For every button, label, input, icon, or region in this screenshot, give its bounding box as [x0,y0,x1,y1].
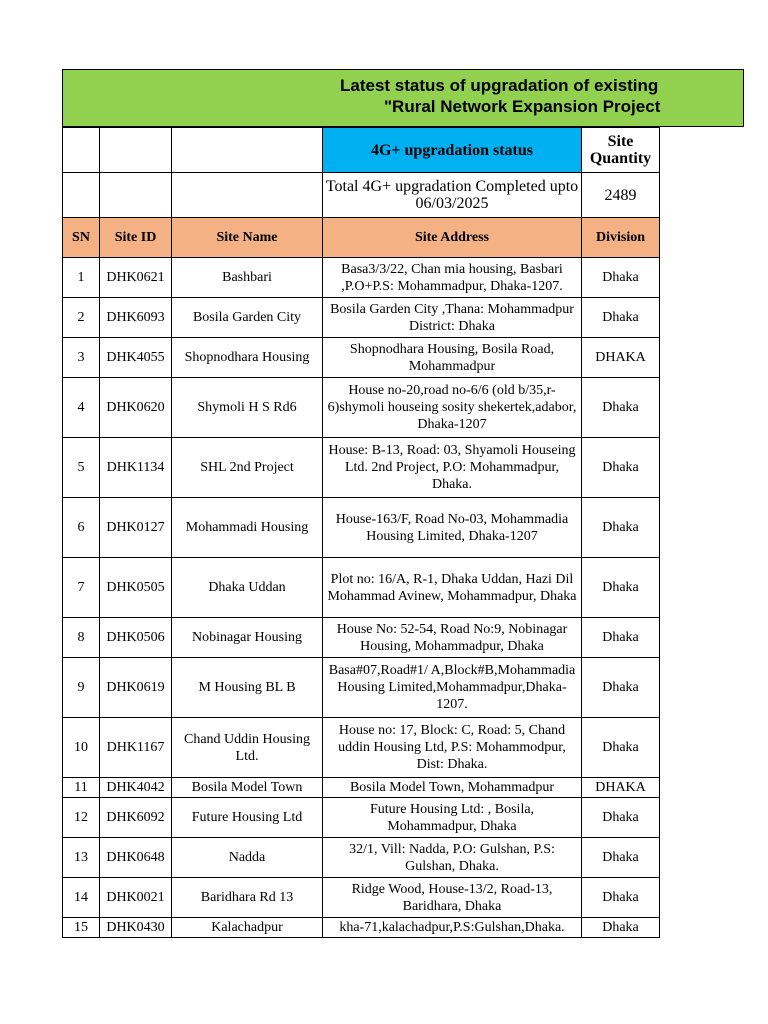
title-line-2: "Rural Network Expansion Project [384,97,661,116]
cell-division[interactable]: Dhaka [582,878,660,918]
cell-site-address[interactable]: 32/1, Vill: Nadda, P.O: Gulshan, P.S: Gulshan, Dhaka. [323,838,582,878]
cell-sn[interactable]: 11 [63,778,100,798]
cell-sn[interactable]: 7 [63,558,100,618]
cell-site-id[interactable]: DHK0127 [100,498,172,558]
cell-division[interactable]: Dhaka [582,258,660,298]
cell-site-name[interactable]: Chand Uddin Housing Ltd. [172,718,323,778]
column-header-site-address[interactable]: Site Address [323,218,582,258]
table-body [63,128,660,938]
cell-site-id[interactable]: DHK0505 [100,558,172,618]
table-row [63,298,660,338]
empty-cell[interactable] [63,173,100,218]
cell-site-name[interactable]: Nobinagar Housing [172,618,323,658]
cell-division[interactable]: Dhaka [582,558,660,618]
cell-division[interactable]: Dhaka [582,618,660,658]
cell-site-address[interactable]: House: B-13, Road: 03, Shyamoli Houseing Ltd. 2nd Project, P.O: Mohammadpur, Dhaka. [323,438,582,498]
cell-sn[interactable]: 4 [63,378,100,438]
table-row [63,438,660,498]
table-row [63,838,660,878]
cell-division[interactable]: Dhaka [582,718,660,778]
cell-division[interactable]: Dhaka [582,838,660,878]
title-line-1: Latest status of upgradation of existing [340,76,659,95]
status-header-row [63,128,660,173]
cell-site-id[interactable]: DHK1167 [100,718,172,778]
cell-site-id[interactable]: DHK4042 [100,778,172,798]
cell-division[interactable]: DHAKA [582,778,660,798]
upgradation-status-header[interactable]: 4G+ upgradation status [323,128,582,173]
cell-site-id[interactable]: DHK0621 [100,258,172,298]
cell-site-name[interactable]: Dhaka Uddan [172,558,323,618]
cell-division[interactable]: DHAKA [582,338,660,378]
summary-row [63,173,660,218]
cell-sn[interactable]: 5 [63,438,100,498]
cell-site-id[interactable]: DHK4055 [100,338,172,378]
title-banner [62,69,744,127]
cell-sn[interactable]: 10 [63,718,100,778]
cell-site-id[interactable]: DHK6092 [100,798,172,838]
table-row [63,798,660,838]
cell-site-name[interactable]: Mohammadi Housing [172,498,323,558]
cell-sn[interactable]: 3 [63,338,100,378]
cell-division[interactable]: Dhaka [582,798,660,838]
cell-division[interactable]: Dhaka [582,918,660,938]
cell-sn[interactable]: 13 [63,838,100,878]
cell-site-address[interactable]: Bosila Model Town, Mohammadpur [323,778,582,798]
cell-site-address[interactable]: kha-71,kalachadpur,P.S:Gulshan,Dhaka. [323,918,582,938]
table-row [63,258,660,298]
cell-site-id[interactable]: DHK1134 [100,438,172,498]
cell-sn[interactable]: 1 [63,258,100,298]
cell-site-name[interactable]: M Housing BL B [172,658,323,718]
table-row [63,618,660,658]
cell-site-address[interactable]: Future Housing Ltd: , Bosila, Mohammadpur, Dhaka [323,798,582,838]
cell-site-id[interactable]: DHK0021 [100,878,172,918]
cell-sn[interactable]: 14 [63,878,100,918]
table-row [63,558,660,618]
cell-sn[interactable]: 15 [63,918,100,938]
column-header-site-name[interactable]: Site Name [172,218,323,258]
empty-cell[interactable] [172,128,323,173]
cell-site-id[interactable]: DHK0619 [100,658,172,718]
cell-site-name[interactable]: Kalachadpur [172,918,323,938]
table-row [63,778,660,798]
column-header-sn[interactable]: SN [63,218,100,258]
cell-site-address[interactable]: House-163/F, Road No-03, Mohammadia Housing Limited, Dhaka-1207 [323,498,582,558]
cell-site-address[interactable]: Basa#07,Road#1/ A,Block#B,Mohammadia Housing Limited,Mohammadpur,Dhaka-1207. [323,658,582,718]
cell-site-id[interactable]: DHK0430 [100,918,172,938]
cell-division[interactable]: Dhaka [582,378,660,438]
cell-sn[interactable]: 2 [63,298,100,338]
cell-site-address[interactable]: House no-20,road no-6/6 (old b/35,r-6)shymoli houseing sosity shekertek,adabor, Dhaka-1207 [323,378,582,438]
site-status-table [62,127,660,938]
cell-site-name[interactable]: Bosila Model Town [172,778,323,798]
table-row [63,338,660,378]
empty-cell[interactable] [172,173,323,218]
cell-site-address[interactable]: House no: 17, Block: C, Road: 5, Chand uddin Housing Ltd, P.S: Mohammodpur, Dist: Dhaka. [323,718,582,778]
column-header-division[interactable]: Division [582,218,660,258]
cell-site-name[interactable]: Nadda [172,838,323,878]
cell-site-id[interactable]: DHK6093 [100,298,172,338]
cell-site-name[interactable]: Baridhara Rd 13 [172,878,323,918]
table-row [63,878,660,918]
cell-site-name[interactable]: SHL 2nd Project [172,438,323,498]
cell-site-address[interactable]: Plot no: 16/A, R-1, Dhaka Uddan, Hazi Dil Mohammad Avinew, Mohammadpur, Dhaka [323,558,582,618]
cell-sn[interactable]: 8 [63,618,100,658]
cell-site-address[interactable]: Shopnodhara Housing, Bosila Road, Mohammadpur [323,338,582,378]
cell-site-name[interactable]: Future Housing Ltd [172,798,323,838]
site-quantity-header[interactable]: Site Quantity [582,128,660,173]
upgradation-summary-value[interactable]: 2489 [582,173,660,218]
cell-site-address[interactable]: House No: 52-54, Road No:9, Nobinagar Housing, Mohammadpur, Dhaka [323,618,582,658]
empty-cell[interactable] [100,173,172,218]
cell-site-name[interactable]: Bashbari [172,258,323,298]
table-row [63,918,660,938]
cell-site-name[interactable]: Shymoli H S Rd6 [172,378,323,438]
cell-division[interactable]: Dhaka [582,298,660,338]
cell-site-id[interactable]: DHK0620 [100,378,172,438]
cell-sn[interactable]: 9 [63,658,100,718]
empty-cell[interactable] [63,128,100,173]
table-row [63,378,660,438]
cell-sn[interactable]: 12 [63,798,100,838]
cell-site-address[interactable]: Ridge Wood, House-13/2, Road-13, Baridhara, Dhaka [323,878,582,918]
cell-site-address[interactable]: Bosila Garden City ,Thana: Mohammadpur District: Dhaka [323,298,582,338]
table-row [63,498,660,558]
table-row [63,658,660,718]
table-row [63,718,660,778]
cell-site-name[interactable]: Shopnodhara Housing [172,338,323,378]
column-header-row [63,218,660,258]
cell-division[interactable]: Dhaka [582,658,660,718]
cell-site-id[interactable]: DHK0506 [100,618,172,658]
upgradation-summary-label[interactable]: Total 4G+ upgradation Completed upto 06/03/2025 [323,173,582,218]
empty-cell[interactable] [100,128,172,173]
cell-sn[interactable]: 6 [63,498,100,558]
column-header-site-id[interactable]: Site ID [100,218,172,258]
cell-division[interactable]: Dhaka [582,438,660,498]
cell-site-name[interactable]: Bosila Garden City [172,298,323,338]
cell-site-address[interactable]: Basa3/3/22, Chan mia housing, Basbari ,P.O+P.S: Mohammadpur, Dhaka-1207. [323,258,582,298]
cell-division[interactable]: Dhaka [582,498,660,558]
cell-site-id[interactable]: DHK0648 [100,838,172,878]
